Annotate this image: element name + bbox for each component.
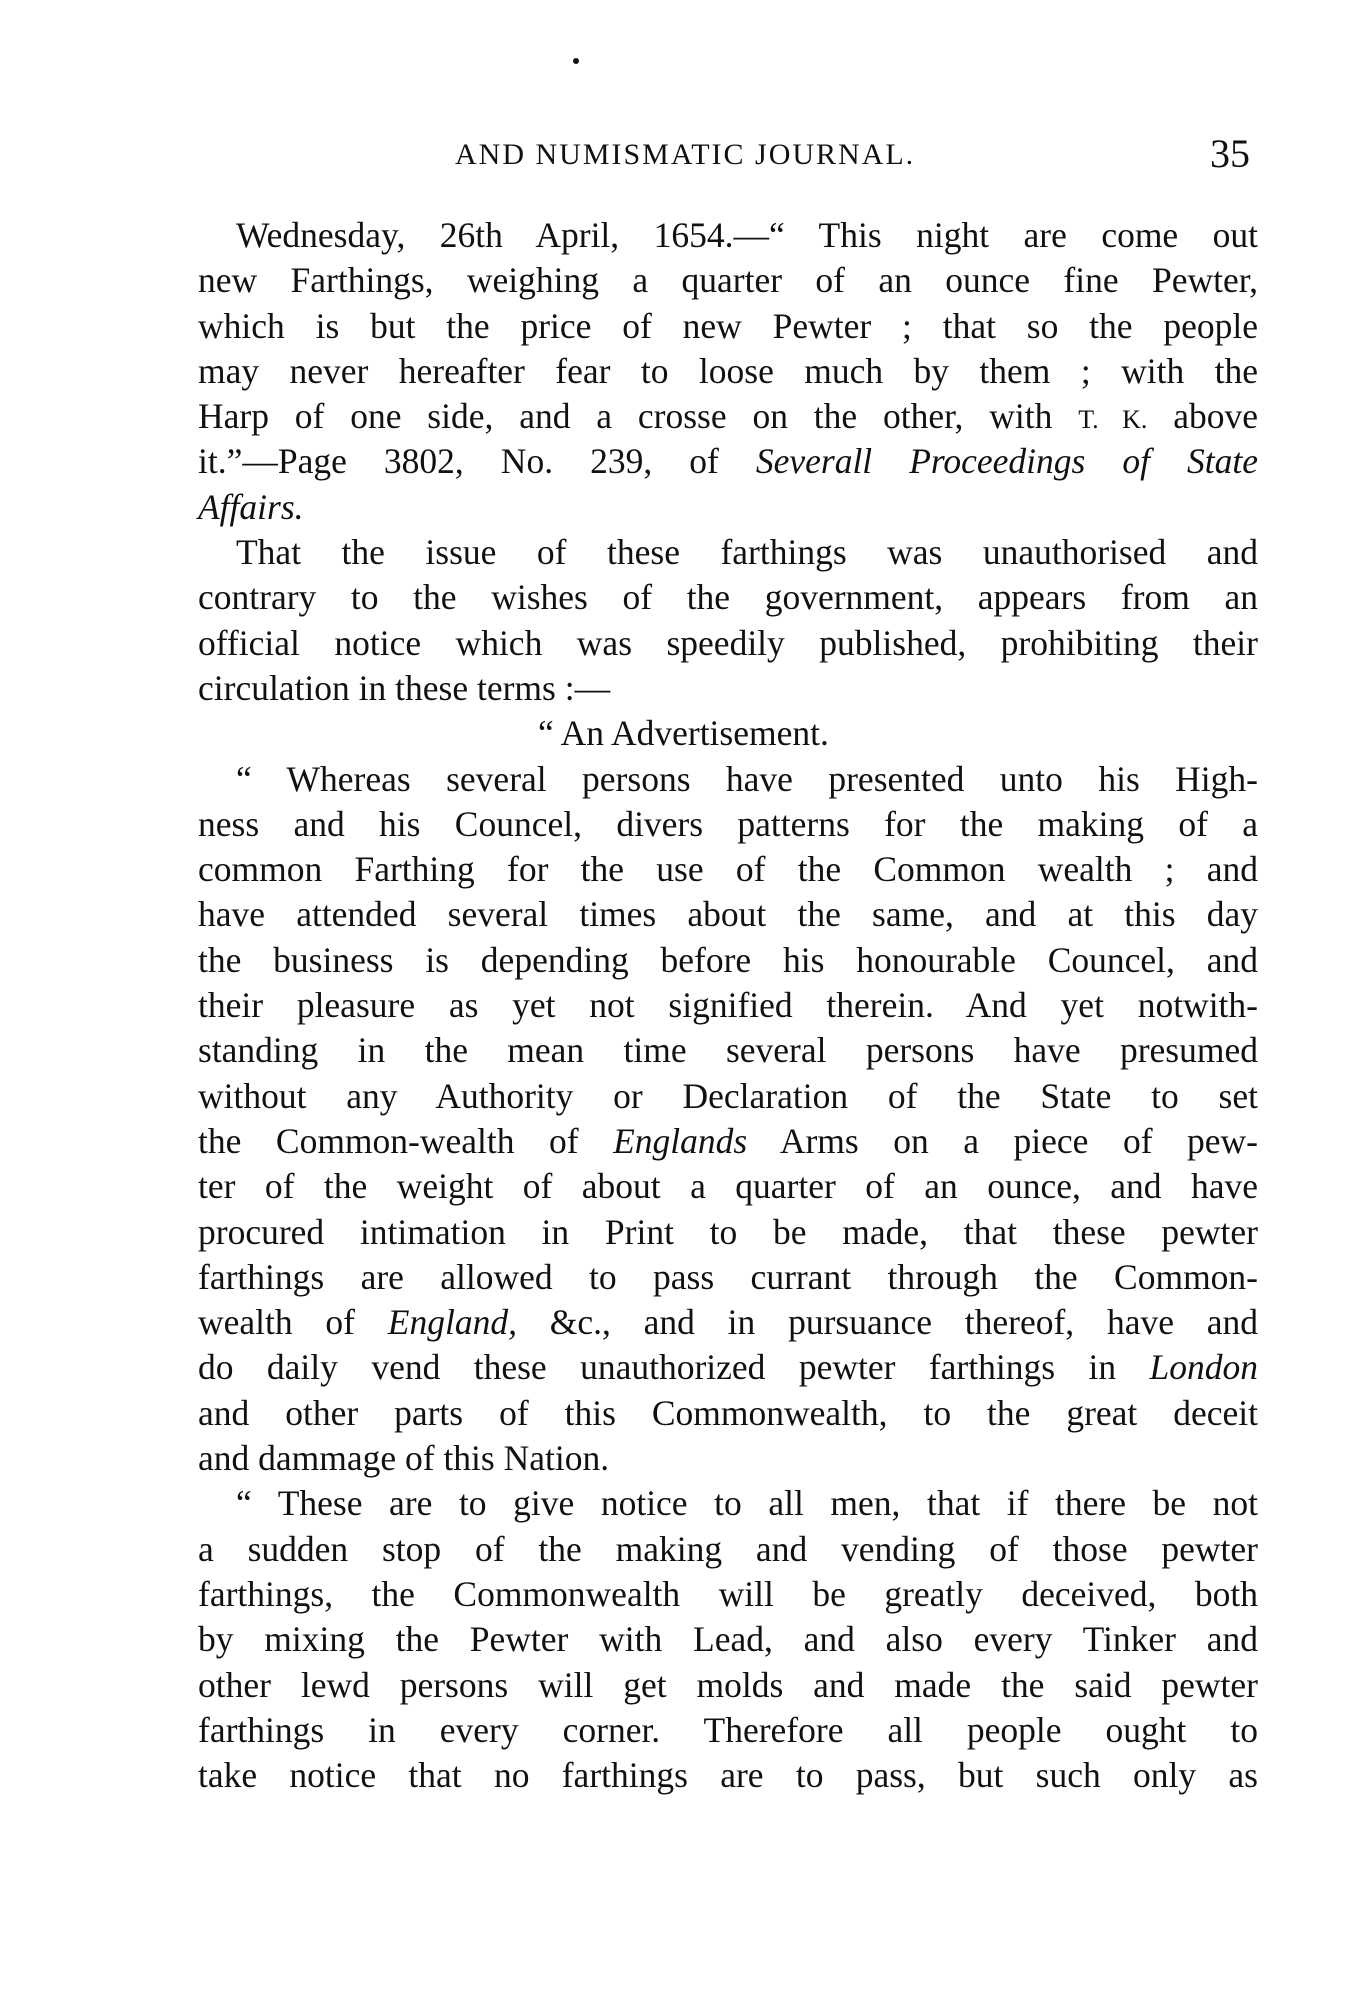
text-line: Wednesday, 26th April, 1654.—“ This night are come out (236, 215, 1258, 255)
italic-title: Severall Proceedings of State (755, 441, 1258, 482)
text-line: by mixing the Pewter with Lead, and also every Tinker and (198, 1619, 1258, 1660)
text-line (198, 485, 1258, 530)
italic-word: England, (387, 1302, 517, 1343)
text-line: without any Authority or Declaration of the State to set (198, 1075, 1258, 1116)
advertisement-heading: “ An Advertisement. (538, 713, 829, 754)
body-text (198, 213, 1258, 1798)
text-line (198, 394, 1258, 439)
italic-title: Affairs. (198, 486, 304, 527)
text-line: their pleasure as yet not signified therein. And yet notwith- (198, 985, 1258, 1026)
text-line: farthings, the Commonwealth will be greatly deceived, both (198, 1573, 1258, 1614)
text-line: procured intimation in Print to be made, that these pewter (198, 1211, 1258, 1252)
text-line (198, 1119, 1258, 1164)
text-line: ness and his Councel, divers patterns for the making of a (198, 803, 1258, 844)
text-line (198, 1345, 1258, 1390)
text-span: above (1147, 396, 1259, 437)
text-line (198, 439, 1258, 484)
text-line: take notice that no farthings are to pass, but such only as (198, 1755, 1258, 1796)
text-line: “ Whereas several persons have presented unto his High- (236, 758, 1258, 799)
text-line: standing in the mean time several persons have presumed (198, 1030, 1258, 1071)
text-line: and other parts of this Commonwealth, to the great deceit (198, 1392, 1258, 1433)
text-line: contrary to the wishes of the government, appears from an (198, 577, 1258, 618)
text-line: circulation in these terms :— (198, 667, 611, 708)
text-line: official notice which was speedily published, prohibiting their (198, 622, 1258, 663)
text-span: the Common-wealth of (198, 1120, 614, 1161)
text-line: farthings in every corner. Therefore all people ought to (198, 1709, 1258, 1750)
text-span: do daily vend these unauthorized pewter farthings in (198, 1347, 1150, 1388)
text-line: ter of the weight of about a quarter of an ounce, and have (198, 1166, 1258, 1207)
text-span: wealth of (198, 1302, 388, 1343)
text-span: Harp of one side, and a crosse on the other, with (198, 396, 1079, 437)
text-line: new Farthings, weighing a quarter of an ounce fine Pewter, (198, 260, 1258, 301)
italic-word: London (1149, 1347, 1258, 1388)
text-line: have attended several times about the same, and at this day (198, 894, 1258, 935)
italic-word: Englands (613, 1120, 748, 1161)
text-line: a sudden stop of the making and vending of those pewter (198, 1528, 1258, 1569)
text-line: “ These are to give notice to all men, that if there be not (236, 1483, 1258, 1524)
text-line: common Farthing for the use of the Common wealth ; and (198, 849, 1258, 890)
text-line: farthings are allowed to pass currant through the Common- (198, 1256, 1258, 1297)
text-line: That the issue of these farthings was unauthorised and (236, 532, 1258, 573)
text-span: it.”—Page 3802, No. 239, of (198, 441, 756, 482)
text-line: the business is depending before his honourable Councel, and (198, 939, 1258, 980)
text-line: may never hereafter fear to loose much by them ; with the (198, 350, 1258, 391)
running-head: AND NUMISMATIC JOURNAL. (455, 138, 916, 171)
text-line: and dammage of this Nation. (198, 1438, 610, 1479)
page-number: 35 (1210, 131, 1250, 176)
small-caps-initials: T. K. (1078, 405, 1148, 435)
text-span: &c., and in pursuance thereof, have and (516, 1302, 1258, 1343)
text-line: other lewd persons will get molds and made the said pewter (198, 1664, 1258, 1705)
text-line (198, 1300, 1258, 1345)
print-speck (573, 58, 579, 64)
text-line: which is but the price of new Pewter ; that so the people (198, 305, 1258, 346)
text-span: Arms on a piece of pew- (747, 1120, 1259, 1161)
